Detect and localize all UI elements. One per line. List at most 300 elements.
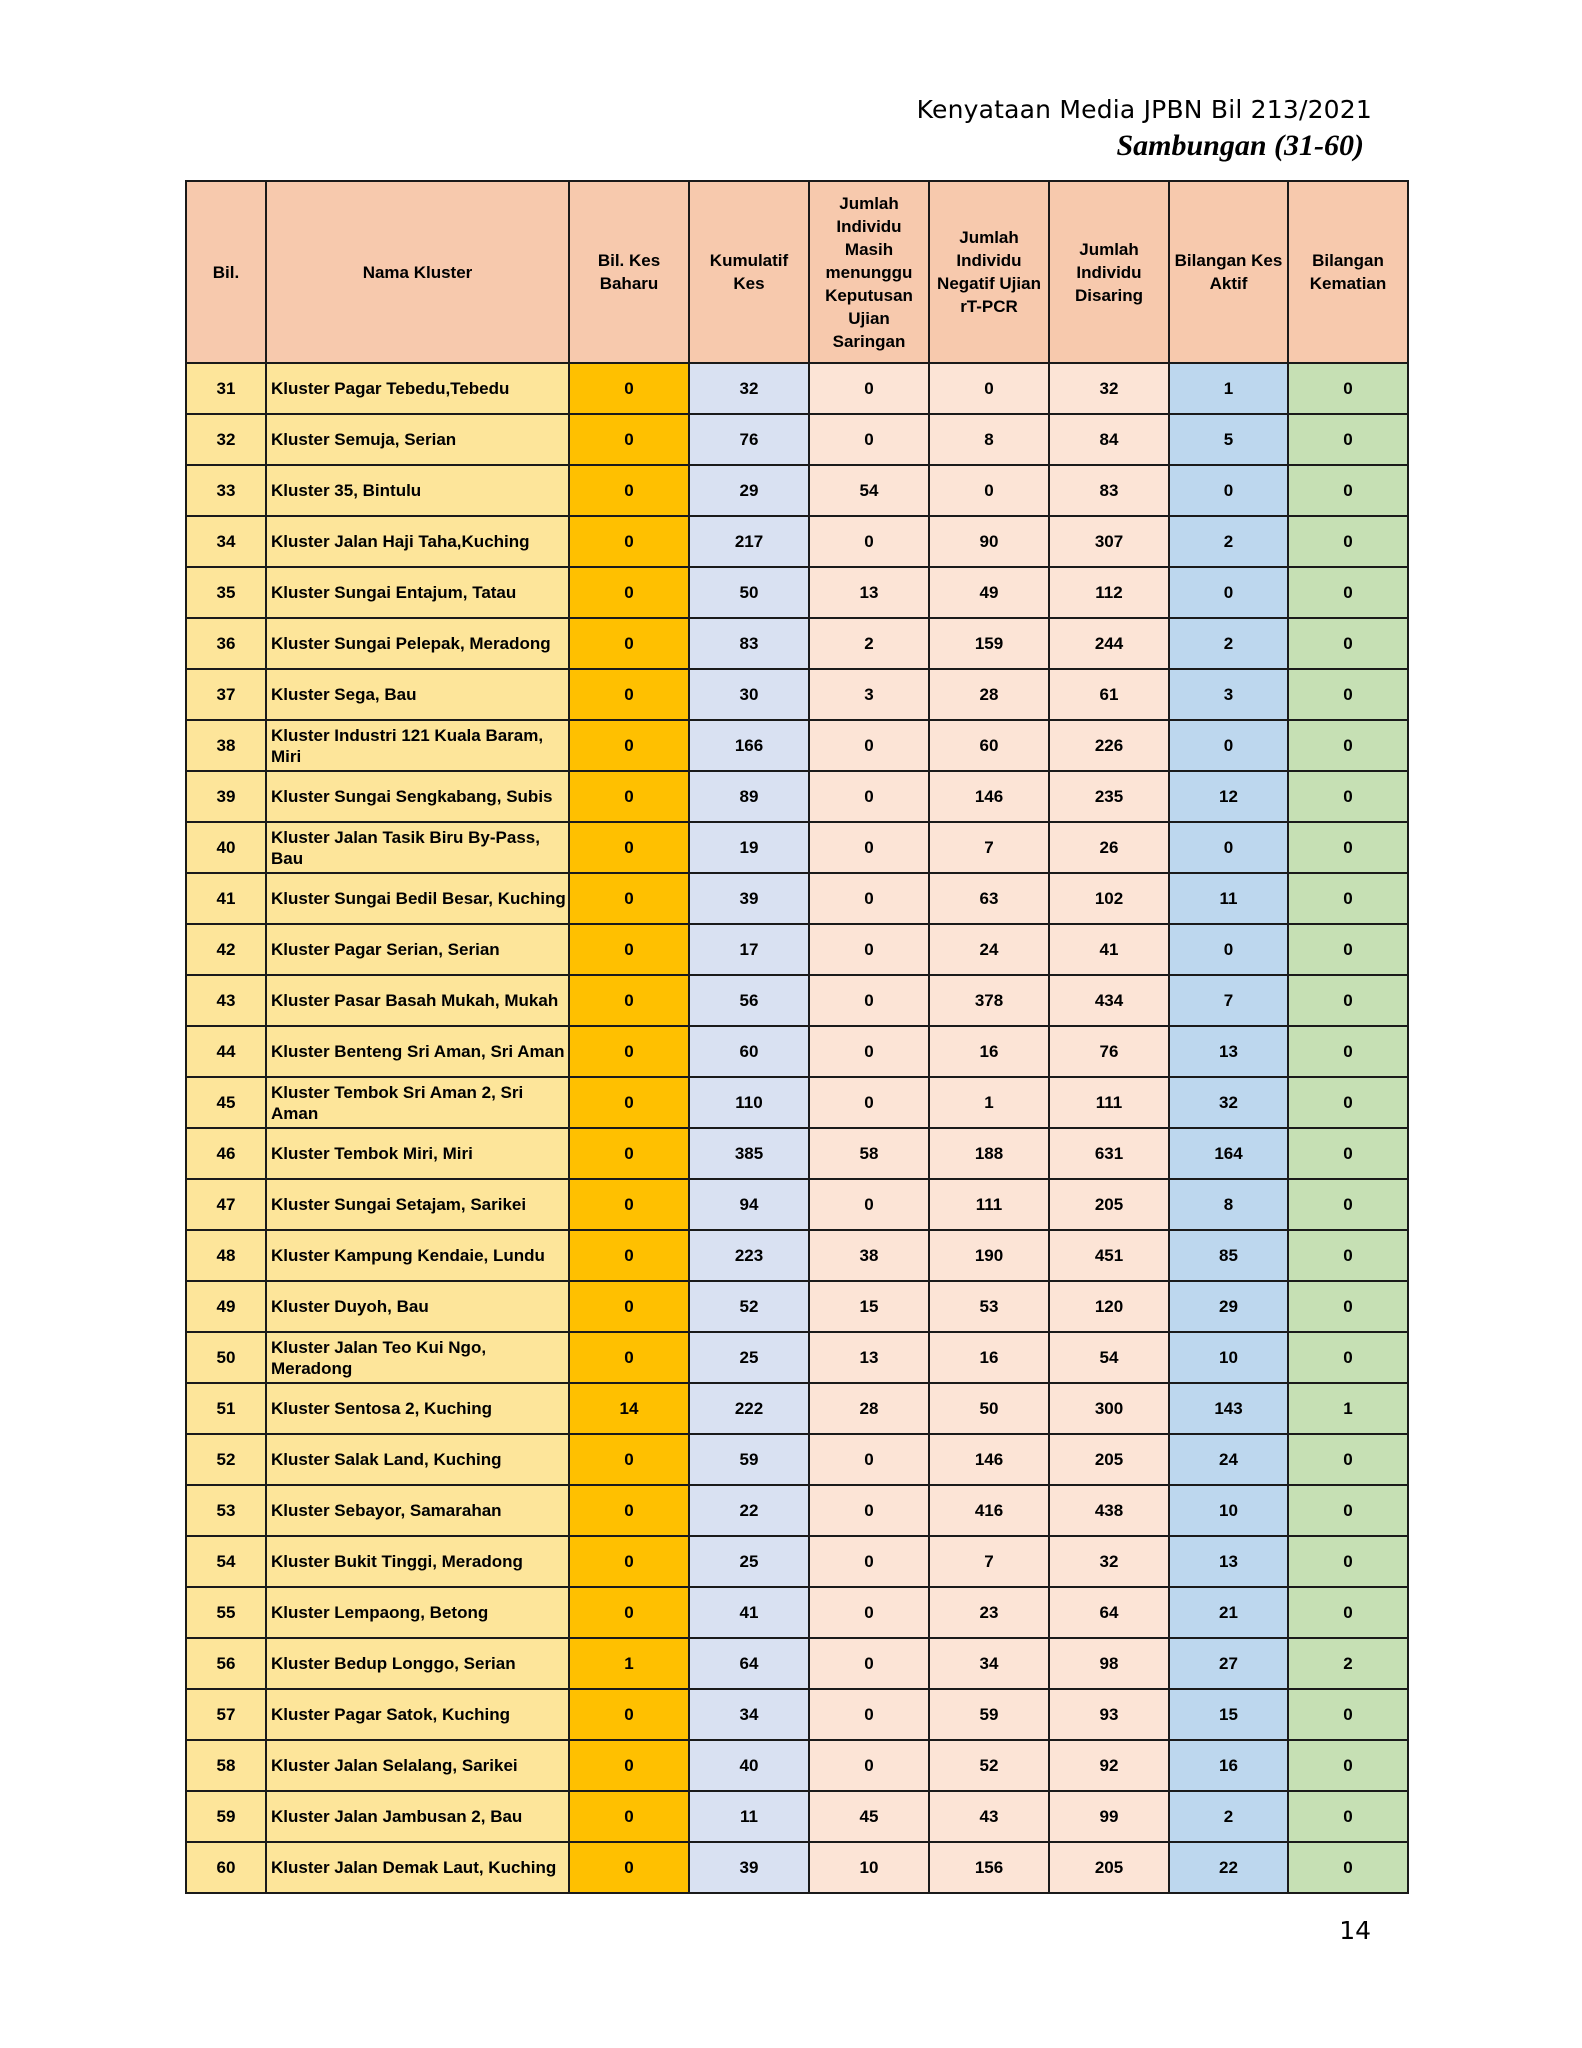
cell-kes-aktif: 10 xyxy=(1169,1485,1288,1536)
cell-menunggu-keputusan: 0 xyxy=(809,975,929,1026)
table-row xyxy=(186,771,1408,822)
cell-kematian: 0 xyxy=(1288,1485,1408,1536)
cell-nama-kluster: Kluster Bedup Longgo, Serian xyxy=(266,1638,569,1689)
table-row xyxy=(186,1230,1408,1281)
cell-kumulatif-kes: 56 xyxy=(689,975,809,1026)
cell-kumulatif-kes: 11 xyxy=(689,1791,809,1842)
table-row xyxy=(186,822,1408,873)
cell-individu-disaring: 84 xyxy=(1049,414,1169,465)
cell-bil: 37 xyxy=(186,669,266,720)
cell-kes-baharu: 0 xyxy=(569,1179,689,1230)
cell-kes-aktif: 2 xyxy=(1169,516,1288,567)
cell-kematian: 0 xyxy=(1288,669,1408,720)
cell-kematian: 0 xyxy=(1288,1077,1408,1128)
column-header-kes-aktif: Bilangan Kes Aktif xyxy=(1169,181,1288,363)
table-row xyxy=(186,1587,1408,1638)
cell-nama-kluster: Kluster Tembok Sri Aman 2, Sri Aman xyxy=(266,1077,569,1128)
cell-kumulatif-kes: 41 xyxy=(689,1587,809,1638)
cell-bil: 47 xyxy=(186,1179,266,1230)
cell-kematian: 0 xyxy=(1288,924,1408,975)
cell-nama-kluster: Kluster Industri 121 Kuala Baram, Miri xyxy=(266,720,569,771)
cell-kes-baharu: 0 xyxy=(569,924,689,975)
cell-kes-aktif: 1 xyxy=(1169,363,1288,414)
cell-bil: 34 xyxy=(186,516,266,567)
cell-kumulatif-kes: 40 xyxy=(689,1740,809,1791)
cell-individu-disaring: 300 xyxy=(1049,1383,1169,1434)
cell-bil: 46 xyxy=(186,1128,266,1179)
cell-menunggu-keputusan: 45 xyxy=(809,1791,929,1842)
cell-nama-kluster: Kluster Tembok Miri, Miri xyxy=(266,1128,569,1179)
page-number: 14 xyxy=(1339,1916,1371,1945)
cell-kes-aktif: 27 xyxy=(1169,1638,1288,1689)
cell-menunggu-keputusan: 13 xyxy=(809,1332,929,1383)
table-row xyxy=(186,1638,1408,1689)
cell-kes-baharu: 0 xyxy=(569,1026,689,1077)
cell-nama-kluster: Kluster Jalan Jambusan 2, Bau xyxy=(266,1791,569,1842)
cell-individu-disaring: 307 xyxy=(1049,516,1169,567)
cell-kes-baharu: 0 xyxy=(569,1587,689,1638)
cell-bil: 35 xyxy=(186,567,266,618)
cell-kes-baharu: 0 xyxy=(569,414,689,465)
cell-bil: 36 xyxy=(186,618,266,669)
cell-bil: 39 xyxy=(186,771,266,822)
table-row xyxy=(186,975,1408,1026)
cell-kumulatif-kes: 29 xyxy=(689,465,809,516)
cell-kes-baharu: 0 xyxy=(569,618,689,669)
cell-kes-baharu: 0 xyxy=(569,363,689,414)
cell-kematian: 0 xyxy=(1288,822,1408,873)
cell-menunggu-keputusan: 0 xyxy=(809,363,929,414)
cell-kes-baharu: 0 xyxy=(569,1332,689,1383)
cell-menunggu-keputusan: 10 xyxy=(809,1842,929,1893)
cell-bil: 40 xyxy=(186,822,266,873)
cell-nama-kluster: Kluster Sega, Bau xyxy=(266,669,569,720)
table-row xyxy=(186,1077,1408,1128)
cell-negatif-ujian: 7 xyxy=(929,822,1049,873)
cell-kes-aktif: 13 xyxy=(1169,1026,1288,1077)
cell-individu-disaring: 451 xyxy=(1049,1230,1169,1281)
cell-kes-baharu: 1 xyxy=(569,1638,689,1689)
cell-negatif-ujian: 59 xyxy=(929,1689,1049,1740)
cell-individu-disaring: 26 xyxy=(1049,822,1169,873)
cell-kematian: 0 xyxy=(1288,363,1408,414)
cell-negatif-ujian: 1 xyxy=(929,1077,1049,1128)
cell-nama-kluster: Kluster Pagar Serian, Serian xyxy=(266,924,569,975)
cell-menunggu-keputusan: 0 xyxy=(809,1638,929,1689)
cell-individu-disaring: 98 xyxy=(1049,1638,1169,1689)
cell-kes-baharu: 0 xyxy=(569,771,689,822)
cell-kematian: 0 xyxy=(1288,1536,1408,1587)
cell-kumulatif-kes: 34 xyxy=(689,1689,809,1740)
cell-kumulatif-kes: 22 xyxy=(689,1485,809,1536)
cell-negatif-ujian: 50 xyxy=(929,1383,1049,1434)
cell-individu-disaring: 235 xyxy=(1049,771,1169,822)
column-header-bil: Bil. xyxy=(186,181,266,363)
cell-individu-disaring: 92 xyxy=(1049,1740,1169,1791)
cell-kumulatif-kes: 385 xyxy=(689,1128,809,1179)
document-reference: Kenyataan Media JPBN Bil 213/2021 xyxy=(916,95,1372,124)
cell-kes-aktif: 10 xyxy=(1169,1332,1288,1383)
cell-nama-kluster: Kluster Sebayor, Samarahan xyxy=(266,1485,569,1536)
table-row xyxy=(186,669,1408,720)
cell-kes-aktif: 8 xyxy=(1169,1179,1288,1230)
cell-kematian: 0 xyxy=(1288,1179,1408,1230)
cell-menunggu-keputusan: 0 xyxy=(809,1587,929,1638)
cell-bil: 49 xyxy=(186,1281,266,1332)
cell-negatif-ujian: 90 xyxy=(929,516,1049,567)
column-header-kumulatif-kes: Kumulatif Kes xyxy=(689,181,809,363)
cell-kumulatif-kes: 223 xyxy=(689,1230,809,1281)
cell-individu-disaring: 64 xyxy=(1049,1587,1169,1638)
cell-kematian: 0 xyxy=(1288,1740,1408,1791)
cell-bil: 50 xyxy=(186,1332,266,1383)
cell-nama-kluster: Kluster 35, Bintulu xyxy=(266,465,569,516)
cell-individu-disaring: 93 xyxy=(1049,1689,1169,1740)
cell-kes-aktif: 11 xyxy=(1169,873,1288,924)
table-row xyxy=(186,1740,1408,1791)
cell-individu-disaring: 226 xyxy=(1049,720,1169,771)
cell-kes-baharu: 0 xyxy=(569,465,689,516)
cell-menunggu-keputusan: 0 xyxy=(809,771,929,822)
cell-menunggu-keputusan: 0 xyxy=(809,414,929,465)
cell-kes-baharu: 0 xyxy=(569,1128,689,1179)
cell-nama-kluster: Kluster Bukit Tinggi, Meradong xyxy=(266,1536,569,1587)
cell-individu-disaring: 120 xyxy=(1049,1281,1169,1332)
table-row xyxy=(186,414,1408,465)
cell-kematian: 0 xyxy=(1288,1026,1408,1077)
table-row xyxy=(186,618,1408,669)
cell-individu-disaring: 76 xyxy=(1049,1026,1169,1077)
cell-menunggu-keputusan: 13 xyxy=(809,567,929,618)
cell-nama-kluster: Kluster Pagar Tebedu,Tebedu xyxy=(266,363,569,414)
cell-bil: 53 xyxy=(186,1485,266,1536)
cell-nama-kluster: Kluster Jalan Selalang, Sarikei xyxy=(266,1740,569,1791)
cell-individu-disaring: 41 xyxy=(1049,924,1169,975)
cell-kumulatif-kes: 50 xyxy=(689,567,809,618)
table-row xyxy=(186,516,1408,567)
cell-individu-disaring: 102 xyxy=(1049,873,1169,924)
cell-kematian: 0 xyxy=(1288,1332,1408,1383)
cell-kes-baharu: 0 xyxy=(569,720,689,771)
cell-kes-aktif: 3 xyxy=(1169,669,1288,720)
cell-nama-kluster: Kluster Sungai Sengkabang, Subis xyxy=(266,771,569,822)
cell-menunggu-keputusan: 0 xyxy=(809,1077,929,1128)
cell-kumulatif-kes: 39 xyxy=(689,873,809,924)
cell-menunggu-keputusan: 0 xyxy=(809,720,929,771)
document-subtitle: Sambungan (31-60) xyxy=(1116,129,1364,162)
cell-negatif-ujian: 378 xyxy=(929,975,1049,1026)
cell-kes-baharu: 0 xyxy=(569,567,689,618)
table-header-row xyxy=(186,181,1408,363)
cell-individu-disaring: 205 xyxy=(1049,1842,1169,1893)
cell-kematian: 0 xyxy=(1288,1587,1408,1638)
cell-negatif-ujian: 188 xyxy=(929,1128,1049,1179)
cell-nama-kluster: Kluster Sentosa 2, Kuching xyxy=(266,1383,569,1434)
cell-negatif-ujian: 34 xyxy=(929,1638,1049,1689)
cell-negatif-ujian: 24 xyxy=(929,924,1049,975)
column-header-kes-baharu: Bil. Kes Baharu xyxy=(569,181,689,363)
cell-nama-kluster: Kluster Benteng Sri Aman, Sri Aman xyxy=(266,1026,569,1077)
cell-individu-disaring: 631 xyxy=(1049,1128,1169,1179)
cell-kematian: 0 xyxy=(1288,771,1408,822)
cell-kes-aktif: 15 xyxy=(1169,1689,1288,1740)
cell-negatif-ujian: 52 xyxy=(929,1740,1049,1791)
cell-bil: 32 xyxy=(186,414,266,465)
cell-negatif-ujian: 416 xyxy=(929,1485,1049,1536)
cell-kes-baharu: 0 xyxy=(569,1536,689,1587)
cell-menunggu-keputusan: 38 xyxy=(809,1230,929,1281)
cell-bil: 41 xyxy=(186,873,266,924)
cell-kumulatif-kes: 166 xyxy=(689,720,809,771)
cell-kes-baharu: 0 xyxy=(569,516,689,567)
cell-individu-disaring: 112 xyxy=(1049,567,1169,618)
cell-nama-kluster: Kluster Kampung Kendaie, Lundu xyxy=(266,1230,569,1281)
cell-kes-aktif: 29 xyxy=(1169,1281,1288,1332)
cell-kes-aktif: 143 xyxy=(1169,1383,1288,1434)
table-row xyxy=(186,1842,1408,1893)
cell-kes-baharu: 14 xyxy=(569,1383,689,1434)
cell-nama-kluster: Kluster Pagar Satok, Kuching xyxy=(266,1689,569,1740)
cell-negatif-ujian: 43 xyxy=(929,1791,1049,1842)
cell-negatif-ujian: 8 xyxy=(929,414,1049,465)
cell-nama-kluster: Kluster Duyoh, Bau xyxy=(266,1281,569,1332)
cell-kes-baharu: 0 xyxy=(569,822,689,873)
table-row xyxy=(186,1179,1408,1230)
cell-kumulatif-kes: 217 xyxy=(689,516,809,567)
cell-kes-baharu: 0 xyxy=(569,669,689,720)
cell-nama-kluster: Kluster Salak Land, Kuching xyxy=(266,1434,569,1485)
page-header xyxy=(917,95,1372,165)
cell-menunggu-keputusan: 0 xyxy=(809,924,929,975)
cell-kes-baharu: 0 xyxy=(569,1842,689,1893)
cell-kes-aktif: 85 xyxy=(1169,1230,1288,1281)
cell-bil: 52 xyxy=(186,1434,266,1485)
cell-kes-aktif: 0 xyxy=(1169,924,1288,975)
cell-menunggu-keputusan: 0 xyxy=(809,1026,929,1077)
cell-kumulatif-kes: 64 xyxy=(689,1638,809,1689)
table-row xyxy=(186,1791,1408,1842)
cell-individu-disaring: 99 xyxy=(1049,1791,1169,1842)
cell-kumulatif-kes: 25 xyxy=(689,1332,809,1383)
cell-kematian: 2 xyxy=(1288,1638,1408,1689)
cell-bil: 31 xyxy=(186,363,266,414)
cell-kes-aktif: 16 xyxy=(1169,1740,1288,1791)
cell-negatif-ujian: 53 xyxy=(929,1281,1049,1332)
cell-kes-aktif: 0 xyxy=(1169,822,1288,873)
cell-individu-disaring: 111 xyxy=(1049,1077,1169,1128)
cell-kumulatif-kes: 32 xyxy=(689,363,809,414)
cell-bil: 43 xyxy=(186,975,266,1026)
cell-bil: 33 xyxy=(186,465,266,516)
cell-negatif-ujian: 0 xyxy=(929,363,1049,414)
cell-kematian: 0 xyxy=(1288,1842,1408,1893)
cell-kes-aktif: 7 xyxy=(1169,975,1288,1026)
table-row xyxy=(186,1281,1408,1332)
cell-negatif-ujian: 159 xyxy=(929,618,1049,669)
cell-individu-disaring: 205 xyxy=(1049,1434,1169,1485)
cell-kumulatif-kes: 60 xyxy=(689,1026,809,1077)
cell-kes-baharu: 0 xyxy=(569,1281,689,1332)
cell-individu-disaring: 244 xyxy=(1049,618,1169,669)
cell-kematian: 0 xyxy=(1288,567,1408,618)
cell-kematian: 0 xyxy=(1288,1230,1408,1281)
cell-negatif-ujian: 49 xyxy=(929,567,1049,618)
cell-nama-kluster: Kluster Sungai Bedil Besar, Kuching xyxy=(266,873,569,924)
cell-kematian: 0 xyxy=(1288,516,1408,567)
cell-kematian: 0 xyxy=(1288,465,1408,516)
cell-kes-aktif: 0 xyxy=(1169,465,1288,516)
cell-kes-baharu: 0 xyxy=(569,1077,689,1128)
column-header-nama-kluster: Nama Kluster xyxy=(266,181,569,363)
cell-nama-kluster: Kluster Jalan Demak Laut, Kuching xyxy=(266,1842,569,1893)
column-header-negatif-ujian: Jumlah Individu Negatif Ujian rT-PCR xyxy=(929,181,1049,363)
cell-kes-aktif: 21 xyxy=(1169,1587,1288,1638)
cell-bil: 45 xyxy=(186,1077,266,1128)
cell-negatif-ujian: 63 xyxy=(929,873,1049,924)
column-header-kematian: Bilangan Kematian xyxy=(1288,181,1408,363)
cell-kematian: 0 xyxy=(1288,618,1408,669)
cell-bil: 56 xyxy=(186,1638,266,1689)
cell-menunggu-keputusan: 0 xyxy=(809,1485,929,1536)
table-row xyxy=(186,1383,1408,1434)
cell-menunggu-keputusan: 0 xyxy=(809,1179,929,1230)
cell-menunggu-keputusan: 0 xyxy=(809,1434,929,1485)
cell-kes-aktif: 22 xyxy=(1169,1842,1288,1893)
cell-kematian: 0 xyxy=(1288,720,1408,771)
cell-kes-baharu: 0 xyxy=(569,1485,689,1536)
cell-kematian: 0 xyxy=(1288,1791,1408,1842)
cell-bil: 57 xyxy=(186,1689,266,1740)
cell-bil: 44 xyxy=(186,1026,266,1077)
cell-menunggu-keputusan: 58 xyxy=(809,1128,929,1179)
cell-kes-baharu: 0 xyxy=(569,975,689,1026)
cell-kumulatif-kes: 59 xyxy=(689,1434,809,1485)
cell-negatif-ujian: 28 xyxy=(929,669,1049,720)
table-row xyxy=(186,1026,1408,1077)
table-row xyxy=(186,924,1408,975)
cell-kes-aktif: 164 xyxy=(1169,1128,1288,1179)
cell-menunggu-keputusan: 28 xyxy=(809,1383,929,1434)
cell-kumulatif-kes: 30 xyxy=(689,669,809,720)
cell-individu-disaring: 434 xyxy=(1049,975,1169,1026)
cell-kes-baharu: 0 xyxy=(569,1230,689,1281)
cell-kumulatif-kes: 52 xyxy=(689,1281,809,1332)
cell-nama-kluster: Kluster Lempaong, Betong xyxy=(266,1587,569,1638)
table-row xyxy=(186,1536,1408,1587)
table-row xyxy=(186,1434,1408,1485)
cell-menunggu-keputusan: 54 xyxy=(809,465,929,516)
cell-kematian: 0 xyxy=(1288,975,1408,1026)
cell-bil: 55 xyxy=(186,1587,266,1638)
cell-individu-disaring: 205 xyxy=(1049,1179,1169,1230)
cell-kes-aktif: 13 xyxy=(1169,1536,1288,1587)
cell-menunggu-keputusan: 0 xyxy=(809,516,929,567)
cell-individu-disaring: 83 xyxy=(1049,465,1169,516)
table-row xyxy=(186,465,1408,516)
cell-kumulatif-kes: 39 xyxy=(689,1842,809,1893)
column-header-individu-disaring: Jumlah Individu Disaring xyxy=(1049,181,1169,363)
cell-negatif-ujian: 156 xyxy=(929,1842,1049,1893)
cell-negatif-ujian: 146 xyxy=(929,1434,1049,1485)
cell-menunggu-keputusan: 0 xyxy=(809,873,929,924)
cell-bil: 42 xyxy=(186,924,266,975)
cell-individu-disaring: 61 xyxy=(1049,669,1169,720)
cell-kes-baharu: 0 xyxy=(569,1791,689,1842)
cell-kes-aktif: 12 xyxy=(1169,771,1288,822)
cell-bil: 54 xyxy=(186,1536,266,1587)
cell-kes-aktif: 2 xyxy=(1169,1791,1288,1842)
table-row xyxy=(186,720,1408,771)
cell-kumulatif-kes: 94 xyxy=(689,1179,809,1230)
cell-kumulatif-kes: 19 xyxy=(689,822,809,873)
table-row xyxy=(186,873,1408,924)
cell-kumulatif-kes: 17 xyxy=(689,924,809,975)
cell-kematian: 0 xyxy=(1288,873,1408,924)
cell-kematian: 0 xyxy=(1288,414,1408,465)
cell-bil: 51 xyxy=(186,1383,266,1434)
cell-nama-kluster: Kluster Pasar Basah Mukah, Mukah xyxy=(266,975,569,1026)
cell-kematian: 0 xyxy=(1288,1128,1408,1179)
cell-kes-baharu: 0 xyxy=(569,873,689,924)
table-body xyxy=(186,363,1408,1893)
cell-kematian: 0 xyxy=(1288,1434,1408,1485)
cell-negatif-ujian: 0 xyxy=(929,465,1049,516)
cell-kes-aktif: 5 xyxy=(1169,414,1288,465)
table-row xyxy=(186,1128,1408,1179)
cell-kumulatif-kes: 25 xyxy=(689,1536,809,1587)
cell-negatif-ujian: 7 xyxy=(929,1536,1049,1587)
cell-negatif-ujian: 190 xyxy=(929,1230,1049,1281)
cell-kematian: 0 xyxy=(1288,1281,1408,1332)
cell-menunggu-keputusan: 0 xyxy=(809,1689,929,1740)
cell-bil: 59 xyxy=(186,1791,266,1842)
cell-nama-kluster: Kluster Jalan Teo Kui Ngo, Meradong xyxy=(266,1332,569,1383)
cell-bil: 60 xyxy=(186,1842,266,1893)
cell-kumulatif-kes: 89 xyxy=(689,771,809,822)
cell-menunggu-keputusan: 2 xyxy=(809,618,929,669)
cell-kes-aktif: 0 xyxy=(1169,567,1288,618)
table-row xyxy=(186,1332,1408,1383)
cell-bil: 48 xyxy=(186,1230,266,1281)
cell-individu-disaring: 438 xyxy=(1049,1485,1169,1536)
cell-kumulatif-kes: 222 xyxy=(689,1383,809,1434)
cell-kes-aktif: 32 xyxy=(1169,1077,1288,1128)
cell-kes-aktif: 2 xyxy=(1169,618,1288,669)
cell-individu-disaring: 32 xyxy=(1049,363,1169,414)
cell-nama-kluster: Kluster Semuja, Serian xyxy=(266,414,569,465)
cell-negatif-ujian: 111 xyxy=(929,1179,1049,1230)
cell-menunggu-keputusan: 0 xyxy=(809,1536,929,1587)
cell-negatif-ujian: 60 xyxy=(929,720,1049,771)
cell-kumulatif-kes: 76 xyxy=(689,414,809,465)
cell-kumulatif-kes: 110 xyxy=(689,1077,809,1128)
cell-kematian: 0 xyxy=(1288,1689,1408,1740)
cell-nama-kluster: Kluster Sungai Entajum, Tatau xyxy=(266,567,569,618)
cell-negatif-ujian: 16 xyxy=(929,1332,1049,1383)
cell-kematian: 1 xyxy=(1288,1383,1408,1434)
table-row xyxy=(186,567,1408,618)
cell-individu-disaring: 54 xyxy=(1049,1332,1169,1383)
cell-negatif-ujian: 16 xyxy=(929,1026,1049,1077)
column-header-menunggu-keputusan: Jumlah Individu Masih menunggu Keputusan Ujian Saringan xyxy=(809,181,929,363)
cell-menunggu-keputusan: 0 xyxy=(809,1740,929,1791)
cell-menunggu-keputusan: 0 xyxy=(809,822,929,873)
cluster-table-container xyxy=(185,180,1407,1894)
cluster-table xyxy=(185,180,1409,1894)
cell-kes-aktif: 0 xyxy=(1169,720,1288,771)
cell-kes-baharu: 0 xyxy=(569,1740,689,1791)
table-row xyxy=(186,1689,1408,1740)
